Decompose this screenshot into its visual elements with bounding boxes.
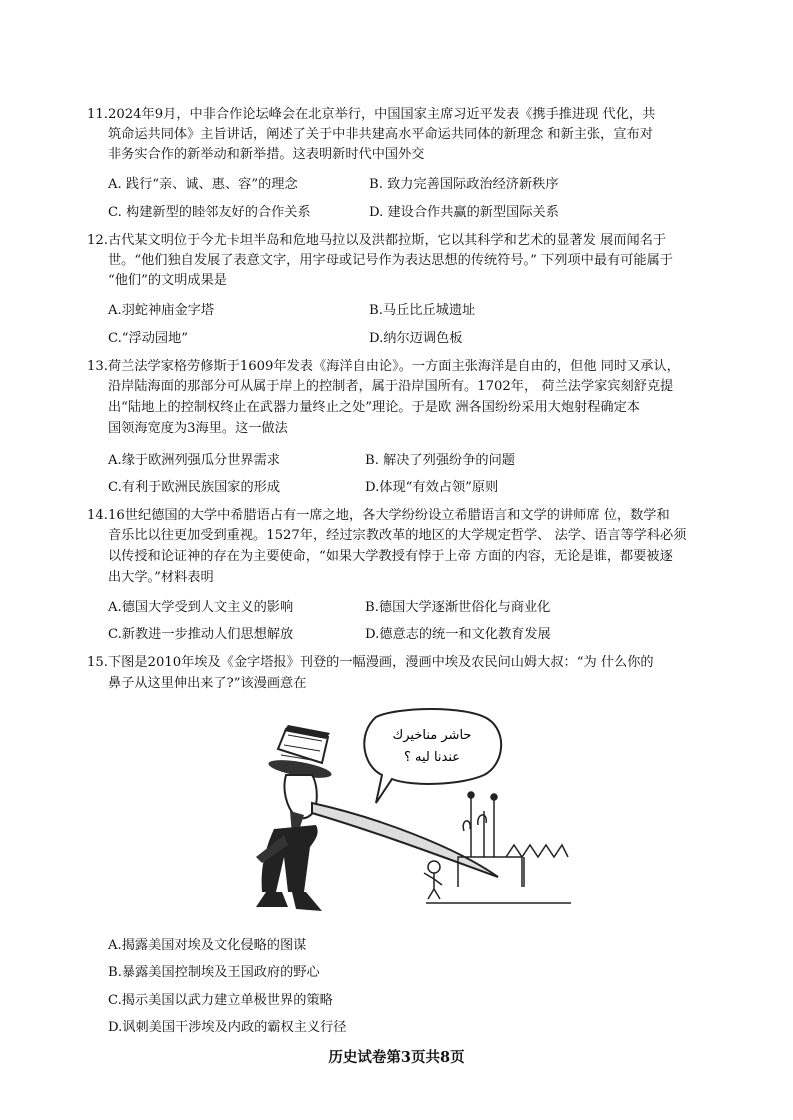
question-text: 下图是2010年埃及《金字塔报》刊登的一幅漫画，漫画中埃及农民问山姆大叔：“为 什么你的 (108, 655, 654, 670)
option-b: B.德国大学逐渐世俗化与商业化 (365, 600, 551, 615)
question-text: 出“陆地上的控制权终止在武器力量终止之处”理论。于是欧 洲各国纷纷采用大炮射程确定本 (108, 400, 640, 415)
option-d: D.讽刺美国干涉埃及内政的霸权主义行径 (108, 1020, 347, 1035)
question-text: 世。“他们独自发展了表意文字，用字母或记号作为表达思想的传统符号。” 下列项中最有可能属于 (108, 253, 673, 268)
question-text: 2024年9月，中非合作论坛峰会在北京举行，中国国家主席习近平发表《携手推进现 代化，共 (108, 107, 656, 122)
question-text: 以传授和论证神的存在为主要使命，“如果大学教授有悖于上帝 方面的内容，无论是谁，都要被逐 (108, 549, 673, 564)
question-text: 筑命运共同体》主旨讲话，阐述了关于中非共建高水平命运共同体的新理念 和新主张，宣布对 (108, 127, 653, 142)
option-a: A.缘于欧洲列强瓜分世界需求 (108, 453, 280, 468)
question-number: 13. (87, 359, 108, 374)
option-d: D.纳尔迈调色板 (369, 331, 463, 346)
question-text: “他们”的文明成果是 (108, 273, 227, 288)
option-a: A. 践行“亲、诚、惠、容”的理念 (108, 177, 298, 192)
option-c: C.揭示美国以武力建立单极世界的策略 (108, 993, 333, 1008)
question-text: 荷兰法学家格劳修斯于1609年发表《海洋自由论》。一方面主张海洋是自由的，但他 同时又承认， (108, 359, 680, 374)
option-b: B. 解决了列强纷争的问题 (365, 453, 515, 468)
question-text: 鼻子从这里伸出来了?”该漫画意在 (108, 676, 307, 691)
question-text: 音乐比以往更加受到重视。1527年，经过宗教改革的地区的大学规定哲学、 法学、语言等学科必须 (108, 528, 687, 543)
option-c: C.有利于欧洲民族国家的形成 (108, 480, 281, 495)
question-number: 14. (87, 508, 108, 523)
option-d: D. 建设合作共赢的新型国际关系 (369, 205, 559, 220)
option-a: A.揭露美国对埃及文化侵略的图谋 (108, 938, 307, 953)
question-text: 古代某文明位于今尤卡坦半岛和危地马拉以及洪都拉斯，它以其科学和艺术的显著发 展而闻名于 (108, 233, 667, 248)
bubble-text-1: حاشر مناخيرك (392, 728, 472, 743)
question-number: 11. (87, 107, 108, 122)
question-number: 15. (87, 655, 108, 670)
question-text: 国领海宽度为3海里。这一做法 (108, 421, 288, 436)
option-c: C. 构建新型的睦邻友好的合作关系 (108, 205, 311, 220)
option-b: B. 致力完善国际政治经济新秩序 (369, 177, 559, 192)
option-a: A.德国大学受到人文主义的影响 (108, 600, 294, 615)
option-c: C.新教进一步推动人们思想解放 (108, 627, 294, 642)
option-d: D.体现“有效占领”原则 (365, 480, 499, 495)
option-b: B.暴露美国控制埃及王国政府的野心 (108, 965, 320, 980)
question-text: 出大学。”材料表明 (108, 570, 214, 585)
question-number: 12. (87, 233, 108, 248)
question-text: 沿岸陆海面的那部分可从属于岸上的控制者，属于沿岸国所有。1702年， 荷兰法学家宾刻舒克提 (108, 379, 674, 394)
option-d: D.德意志的统一和文化教育发展 (365, 627, 551, 642)
bubble-text-2: عندنا ليه ؟ (403, 750, 461, 765)
question-text: 非务实合作的新举动和新举措。这表明新时代中国外交 (108, 147, 425, 162)
option-a: A.羽蛇神庙金字塔 (108, 303, 215, 318)
option-c: C.“浮动园地” (108, 331, 189, 346)
page-footer: 历史试卷第3页共8页 (328, 1049, 465, 1066)
cartoon-illustration (226, 707, 571, 919)
option-b: B.马丘比丘城遗址 (369, 303, 476, 318)
question-text: 16世纪德国的大学中希腊语占有一席之地，各大学纷纷设立希腊语言和文学的讲师席 位，数学和 (108, 508, 670, 523)
